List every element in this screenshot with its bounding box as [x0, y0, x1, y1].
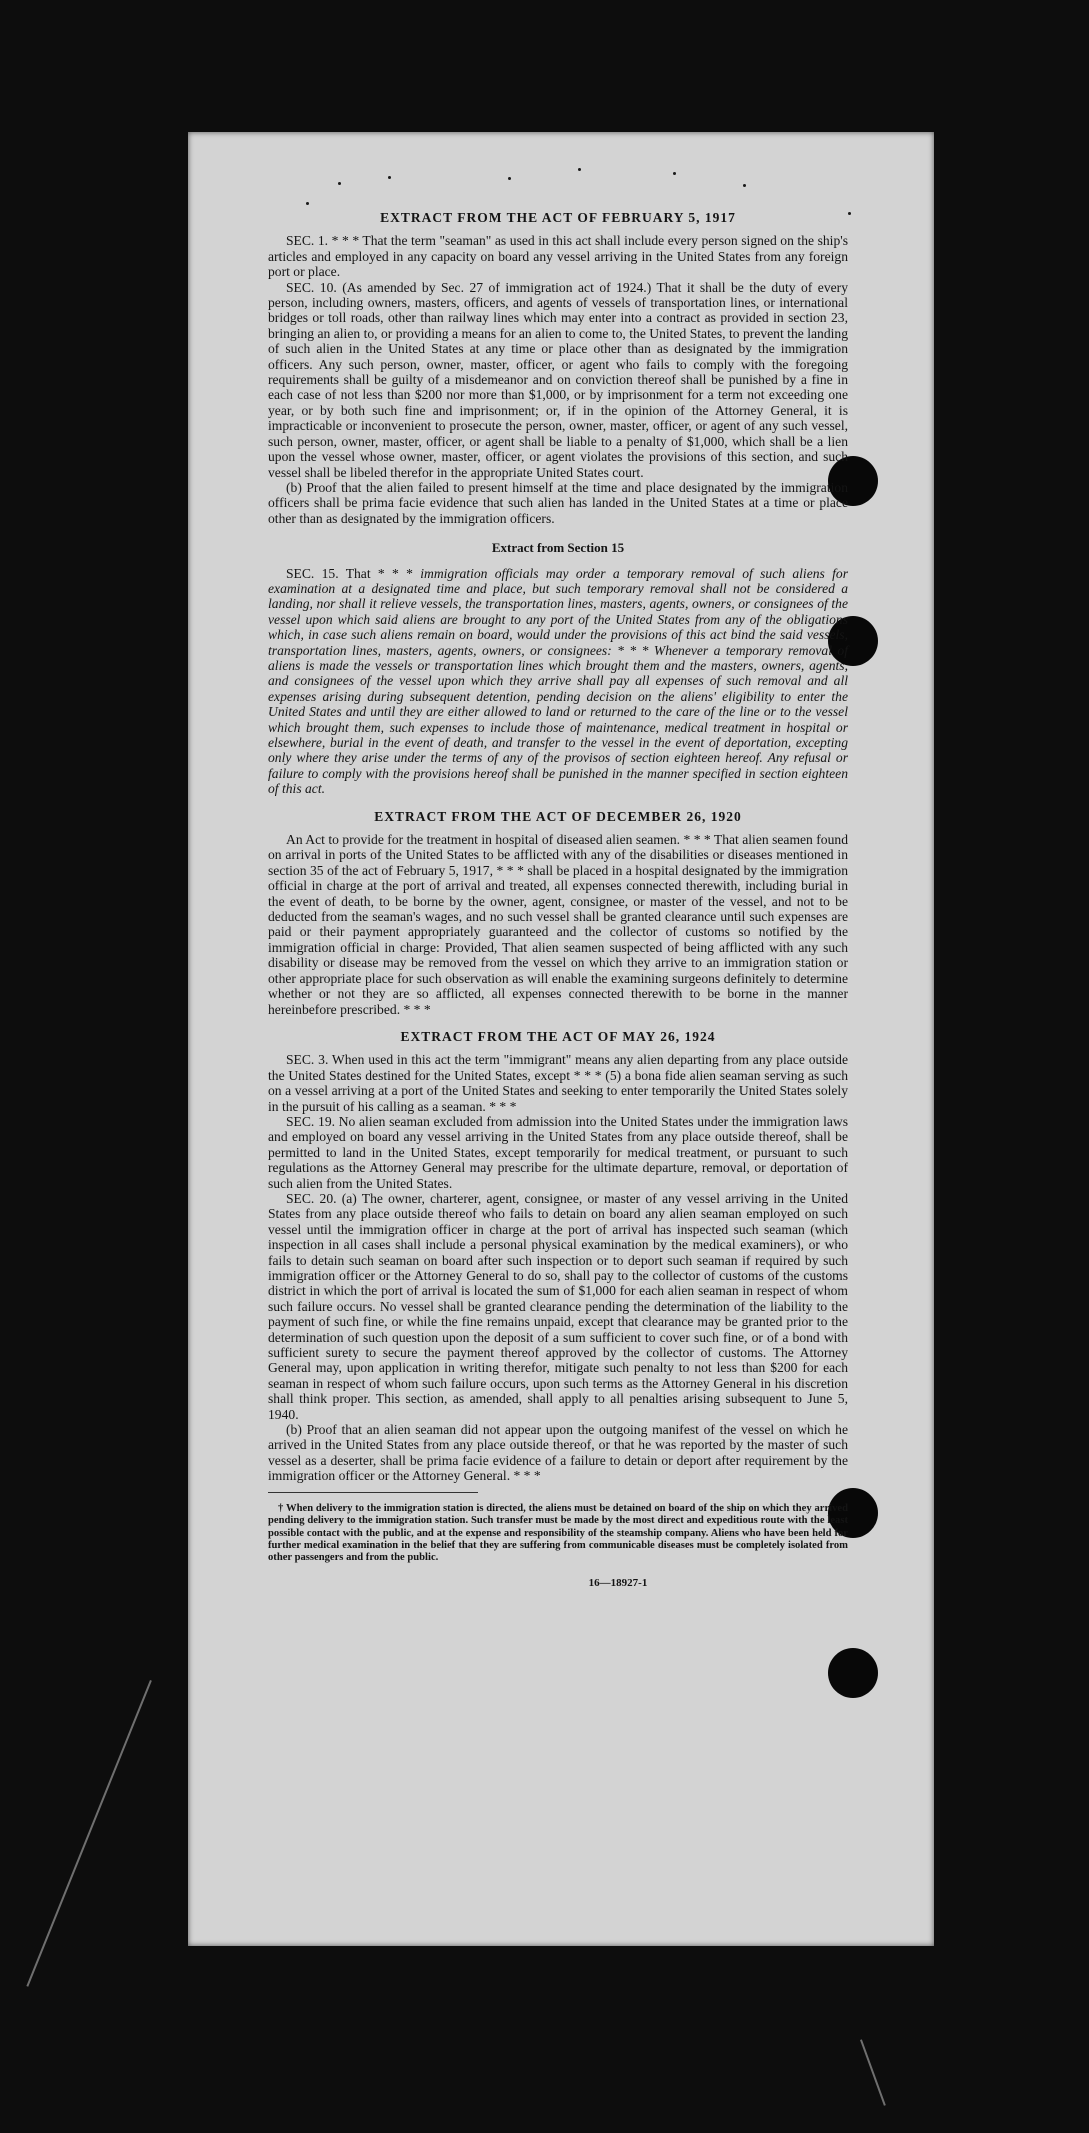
- speck: [306, 202, 309, 205]
- section-19: SEC. 19. No alien seaman excluded from admission into the United States under the immigration laws and employed on board any vessel arriving in the United States from any place outside thereof, shall be permitted to land in the United States, except temporarily for medical treatment, or pursuant to such regulations as the Attorney General may prescribe for the ultimate departure, removal, or deportation of such alien from the United States.: [268, 1113, 848, 1191]
- speck: [508, 177, 511, 180]
- footnote: † When delivery to the immigration station is directed, the aliens must be detained on board of the ship on which they arrived pending delivery to the immigration station. Such transfer must be made by the most direct and expeditious route with the least possible contact with the public, and at the expense and responsibility of the steamship company. Aliens who have been held for further medical examination in the belief that they are suffering from communicable diseases must be completely isolated from other passengers and from the public.: [268, 1503, 848, 1564]
- document-page: [188, 132, 934, 1946]
- heading-act-1920: EXTRACT FROM THE ACT OF DECEMBER 26, 1920: [374, 808, 742, 824]
- film-scratch: [26, 1680, 151, 1987]
- speck: [578, 168, 581, 171]
- section-10: SEC. 10. (As amended by Sec. 27 of immigration act of 1924.) That it shall be the duty of every person, including owners, masters, officers, and agents of vessels of transportation lines, or international bridges or toll roads, other than railway lines which may enter into a contract as provided in section 23, bringing an alien to, or providing a means for an alien to come to, the United States, to prevent the landing of such alien in the United States at any time or place other than as designated by the immigration officers. Any such person, owner, master, officer, or agent who fails to comply with the foregoing requirements shall be guilty of a misdemeanor and on conviction thereof shall be punished by a fine in each case of not less than $200 nor more than $1,000, or by imprisonment for a term not exceeding one year, or by both such fine and imprisonment; or, if in the opinion of the Attorney General, it is impracticable or inconvenient to prosecute the person, owner, master, officer, or agent of any such vessel, such person, owner, master, officer, or agent shall be liable to a penalty of $1,000, which shall be a lien upon the vessel whose owner, master, officer, or agent violates the provisions of this section, and such vessel shall be libeled therefor in the appropriate United States court.: [268, 279, 848, 480]
- document-body: [268, 210, 848, 1592]
- section-15-lead: SEC. 15. That * * *: [286, 565, 421, 581]
- film-scratch: [860, 2039, 886, 2105]
- heading-section-15: Extract from Section 15: [491, 540, 625, 556]
- speck: [673, 172, 676, 175]
- speck: [338, 182, 341, 185]
- speck: [388, 176, 391, 179]
- speck: [743, 184, 746, 187]
- section-15-text: immigration officials may order a temporary removal of such aliens for examination at a designated time and place, but such temporary removal shall not be considered a landing, nor shall it relieve vessels, the transportation lines, masters, agents, owners, or consignees of the vessel upon which said aliens are brought to any port of the United States from any of the obligations which, in case such aliens remain on board, would under the provisions of this act bind the said vessels, transportation lines, masters, agents, owners, or consignees: * * * Whenever a temporary removal of aliens is made the vessels or transportation lines which brought them and the masters, owners, agents, and consignees of the vessel upon which they arrive shall pay all expenses of such removal and all expenses arising during subsequent detention, pending decision on the aliens' eligibility to enter the United States and until they are either allowed to land or returned to the care of the line or to the vessel which brought them, such expenses to include those of maintenance, medical treatment in hospital or elsewhere, burial in the event of death, and transfer to the vessel in the event of deportation, excepting only where they arise under the terms of any of the provisos of section eighteen hereof. Any refusal or failure to comply with the provisions hereof shall be punished in the manner specified in section eighteen of this act.: [268, 565, 848, 797]
- punch-hole: [828, 1648, 878, 1698]
- section-3: SEC. 3. When used in this act the term "immigrant" means any alien departing from any place outside the United States destined for the United States, except * * * (5) a bona fide alien seaman serving as such on a vessel arriving at a port of the United States and seeking to enter temporarily the United States solely in the pursuit of his calling as a seaman. * * *: [268, 1052, 848, 1114]
- section-10-b: (b) Proof that the alien failed to present himself at the time and place designated by the immigration officers shall be prima facie evidence that such alien has landed in the United States at a time or place other than as designated by the immigration officers.: [268, 479, 848, 526]
- section-20-a: SEC. 20. (a) The owner, charterer, agent, consignee, or master of any vessel arriving in the United States from any place outside thereof who fails to detain on board any alien seaman employed on such vessel until the immigration officer in charge at the port of arrival has inspected such seaman (which inspection in all cases shall include a personal physical examination by the medical examiners), or who fails to detain such seaman on board after such inspection or to deport such seaman if required by such immigration officer or the Attorney General to do so, shall pay to the collector of customs of the customs district in which the port of arrival is located the sum of $1,000 for each alien seaman in respect of whom such failure occurs. No vessel shall be granted clearance pending the determination of the liability to the payment of such fine, or while the fine remains unpaid, except that clearance may be granted prior to the determination of such question upon the deposit of a sum sufficient to cover such fine, or of a bond with sufficient surety to secure the payment thereof approved by the collector of customs. The Attorney General may, upon application in writing therefor, mitigate such penalty to not less than $200 for each seaman in respect of whom such failure occurs, upon such terms as the Attorney General in his discretion shall think proper. This section, as amended, shall apply to all penalties arising subsequent to June 5, 1940.: [268, 1190, 848, 1422]
- section-15: [268, 566, 848, 797]
- heading-act-1924: EXTRACT FROM THE ACT OF MAY 26, 1924: [400, 1028, 716, 1044]
- section-20-b: (b) Proof that an alien seaman did not appear upon the outgoing manifest of the vessel on which he arrived in the United States from any place outside thereof, or that he was reported by the master of such vessel as a deserter, shall be prima facie evidence of a failure to detain or deport after requirement by the immigration officer or the Attorney General. * * *: [268, 1422, 848, 1484]
- speck: [848, 212, 851, 215]
- act-1920-text: An Act to provide for the treatment in hospital of diseased alien seamen. * * * That alien seamen found on arrival in ports of the United States to be afflicted with any of the disabilities or diseases mentioned in section 35 of the act of February 5, 1917, * * * shall be placed in a hospital designated by the immigration official in charge at the port of arrival and treated, all expenses connected therewith, including burial in the event of death, to be borne by the owner, agent, consignee, or master of the vessel, and not to be deducted from the seaman's wages, and no such vessel shall be granted clearance until such expenses are paid or their payment appropriately guaranteed and the collector of customs so notified by the immigration official in charge: Provided, That alien seamen suspected of being afflicted with any such disability or disease may be removed from the vessel on which they arrive to an immigration station or other appropriate place for such observation as will enable the examining surgeons definitely to determine whether or not they are so afflicted, all expenses connected therewith to be borne in the manner hereinbefore prescribed. * * *: [268, 832, 848, 1017]
- heading-act-1917: EXTRACT FROM THE ACT OF FEBRUARY 5, 1917: [380, 210, 736, 225]
- form-number: 16—18927-1: [588, 1577, 648, 1590]
- section-1: SEC. 1. * * * That the term "seaman" as used in this act shall include every person signed on the ship's articles and employed in any capacity on board any vessel arriving in the United States from any foreign port or place.: [268, 233, 848, 280]
- footnote-divider: [268, 1492, 478, 1493]
